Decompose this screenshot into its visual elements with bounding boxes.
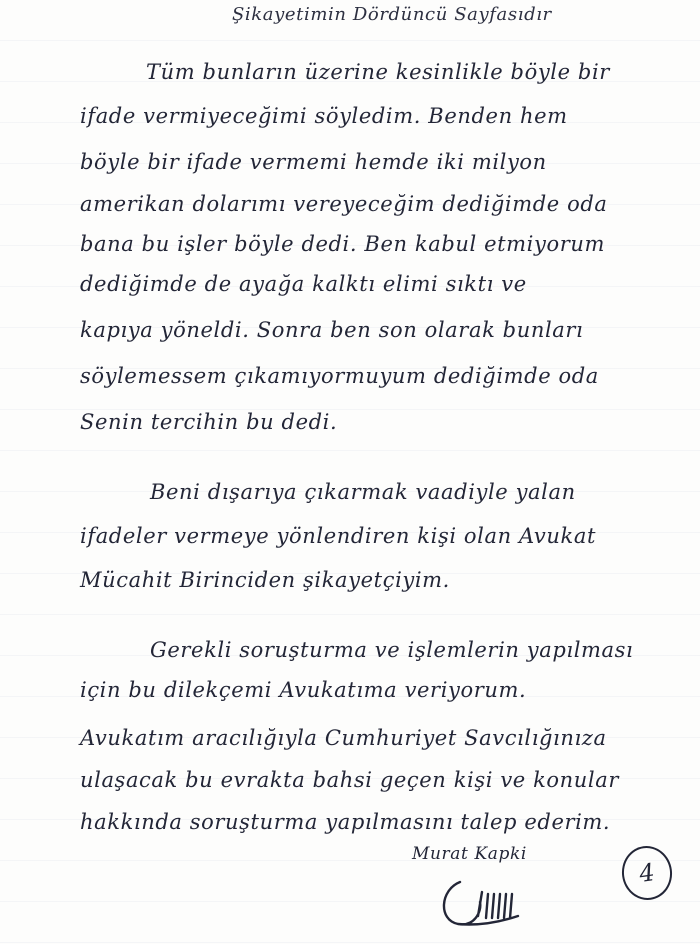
paragraph-2-line-2: ifadeler vermeye yönlendiren kişi olan Avukat	[80, 524, 596, 548]
paragraph-3-line-4: ulaşacak bu evrakta bahsi geçen kişi ve konular	[80, 768, 619, 792]
page-header: Şikayetimin Dördüncü Sayfasıdır	[232, 4, 552, 25]
paragraph-3-line-3: Avukatım aracılığıyla Cumhuriyet Savcılığınıza	[80, 726, 607, 750]
paragraph-3-line-5: hakkında soruşturma yapılmasını talep ederim.	[80, 810, 611, 834]
paragraph-1-line-6: dediğimde de ayağa kalktı elimi sıktı ve	[80, 272, 527, 296]
signature-name: Murat Kapki	[412, 844, 527, 864]
paragraph-1-line-7: kapıya yöneldi. Sonra ben son olarak bunları	[80, 318, 584, 342]
paragraph-2-line-3: Mücahit Birinciden şikayetçiyim.	[80, 568, 450, 592]
paragraph-1-line-4: amerikan dolarımı vereyeceğim dediğimde oda	[80, 192, 608, 216]
paragraph-1-line-5: bana bu işler böyle dedi. Ben kabul etmiyorum	[80, 232, 605, 256]
paragraph-1-line-1: Tüm bunların üzerine kesinlikle böyle bir	[146, 60, 610, 84]
paragraph-1-line-9: Senin tercihin bu dedi.	[80, 410, 338, 434]
paragraph-3-line-2: için bu dilekçemi Avukatıma veriyorum.	[80, 678, 527, 702]
paragraph-1-line-2: ifade vermiyeceğimi söyledim. Benden hem	[80, 104, 568, 128]
page-number: 4	[637, 858, 657, 888]
paragraph-1-line-8: söylemessem çıkamıyormuyum dediğimde oda	[80, 364, 599, 388]
paragraph-2-line-1: Beni dışarıya çıkarmak vaadiyle yalan	[150, 480, 576, 504]
paragraph-1-line-3: böyle bir ifade vermemi hemde iki milyon	[80, 150, 547, 174]
signature-scribble	[430, 872, 540, 932]
paragraph-3-line-1: Gerekli soruşturma ve işlemlerin yapılması	[150, 638, 634, 662]
page-number-circle	[618, 843, 675, 903]
